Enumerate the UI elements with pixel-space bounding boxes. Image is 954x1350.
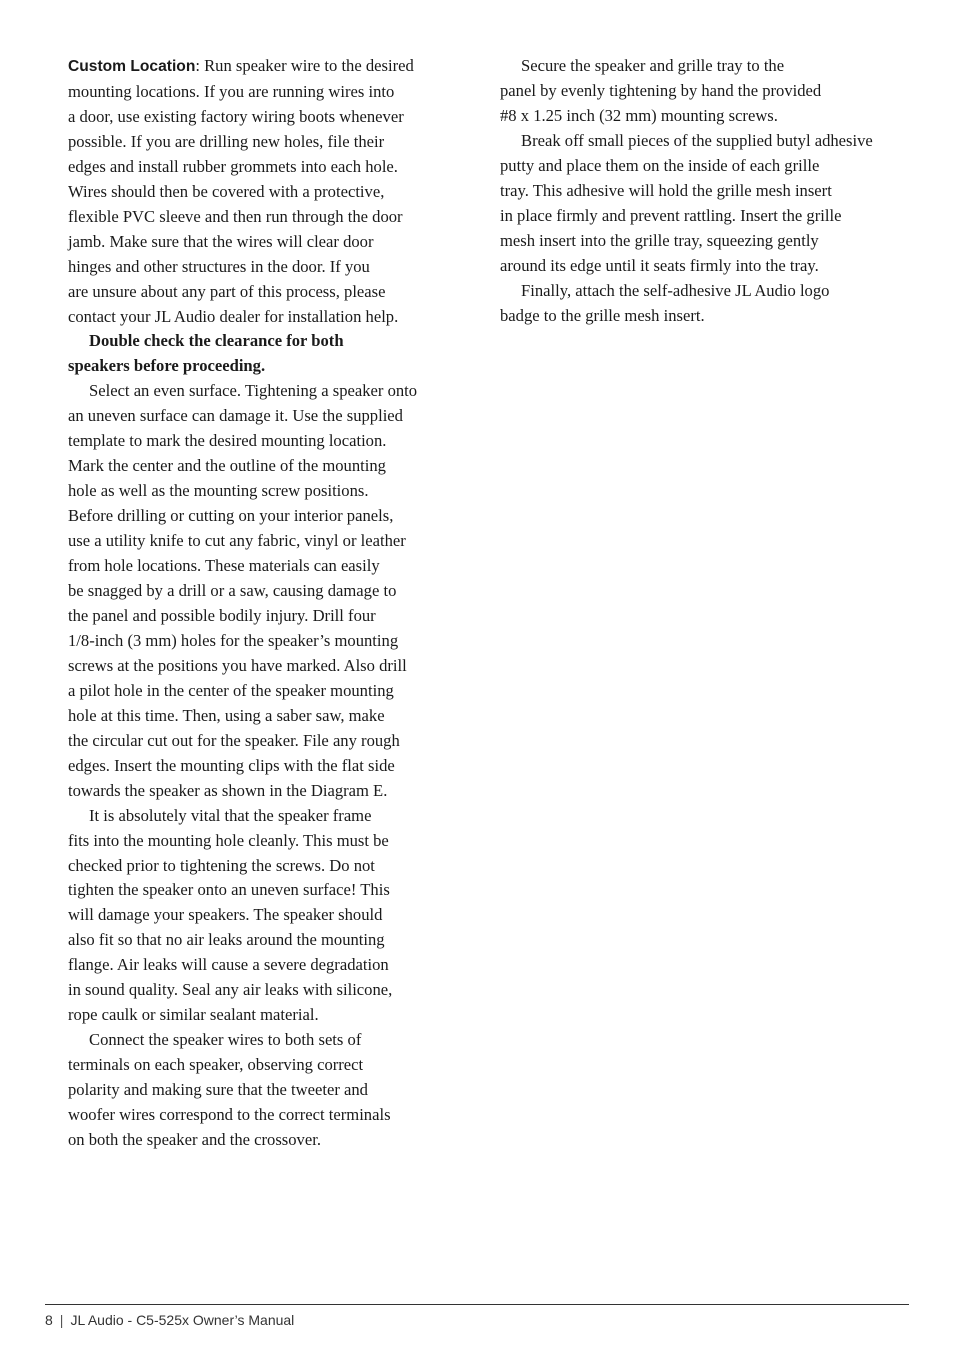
paragraph-line: #8 x 1.25 inch (32 mm) mounting screws. — [500, 105, 778, 125]
paragraph-line: in sound quality. Seal any air leaks with silicone, — [68, 980, 393, 1000]
paragraph-line: Secure the speaker and grille tray to the — [521, 56, 785, 75]
footer-separator: | — [59, 1312, 64, 1328]
paragraph-line: It is absolutely vital that the speaker frame — [89, 805, 372, 825]
paragraph-line: mounting locations. If you are running wires into — [68, 81, 395, 101]
paragraph-line: will damage your speakers. The speaker should — [68, 905, 383, 925]
vital-fit-paragraph — [68, 804, 448, 1029]
custom-location-label: Custom Location — [68, 58, 196, 75]
paragraph-line: tighten the speaker onto an uneven surface! This — [68, 880, 390, 900]
paragraph-line: around its edge until it seats firmly into the tray. — [500, 255, 819, 275]
paragraph-line: Mark the center and the outline of the mounting — [68, 456, 386, 476]
page-footer — [45, 1310, 294, 1330]
paragraph-line: terminals on each speaker, observing correct — [68, 1055, 364, 1075]
page-number: 8 — [45, 1312, 53, 1328]
paragraph-line: template to mark the desired mounting location. — [68, 431, 387, 451]
paragraph-line: woofer wires correspond to the correct terminals — [68, 1105, 391, 1125]
paragraph-line: screws at the positions you have marked. Also drill — [68, 655, 407, 675]
custom-location-paragraph — [68, 54, 448, 329]
paragraph-line: hole at this time. Then, using a saber saw, make — [68, 705, 385, 725]
paragraph-line: panel by evenly tightening by hand the provided — [500, 80, 822, 100]
paragraph-line: on both the speaker and the crossover. — [68, 1129, 321, 1149]
paragraph-line: a door, use existing factory wiring boots whenever — [68, 106, 404, 126]
paragraph-line: Finally, attach the self-adhesive JL Audio logo — [521, 280, 830, 300]
paragraph-line: badge to the grille mesh insert. — [500, 305, 705, 325]
manual-title: JL Audio - C5-525x Owner’s Manual — [70, 1312, 295, 1328]
paragraph-line: in place firmly and prevent rattling. Insert the grille — [500, 205, 842, 225]
paragraph-line: from hole locations. These materials can easily — [68, 556, 380, 576]
paragraph-line: jamb. Make sure that the wires will clear door — [68, 231, 374, 251]
paragraph-line: Connect the speaker wires to both sets of — [89, 1030, 362, 1050]
paragraph-line: polarity and making sure that the tweeter and — [68, 1080, 368, 1100]
clearance-note — [68, 329, 448, 379]
even-surface-paragraph — [68, 379, 448, 803]
paragraph-line: the panel and possible bodily injury. Drill four — [68, 605, 376, 625]
paragraph-line: tray. This adhesive will hold the grille mesh insert — [500, 180, 832, 200]
paragraph-line: flange. Air leaks will cause a severe degradation — [68, 955, 389, 975]
paragraph-line: Break off small pieces of the supplied butyl adhesive — [521, 130, 873, 150]
paragraph-line: possible. If you are drilling new holes, file their — [68, 131, 385, 151]
paragraph-line: Select an even surface. Tightening a speaker onto — [89, 381, 418, 401]
secure-speaker-paragraph — [500, 54, 900, 129]
paragraph-line: Before drilling or cutting on your interior panels, — [68, 506, 394, 526]
paragraph-line: checked prior to tightening the screws. Do not — [68, 855, 375, 875]
paragraph-line: also fit so that no air leaks around the mounting — [68, 930, 385, 950]
paragraph-line: towards the speaker as shown in the Diagram E. — [68, 780, 388, 800]
logo-badge-paragraph — [500, 279, 900, 329]
paragraph-line: are unsure about any part of this process, please — [68, 281, 386, 301]
paragraph-line: Wires should then be covered with a protective, — [68, 181, 385, 201]
left-column — [68, 54, 448, 1153]
paragraph-line: Custom Location: Run speaker wire to the desired — [68, 56, 414, 75]
paragraph-line: flexible PVC sleeve and then run through the door — [68, 206, 403, 226]
paragraph-line: use a utility knife to cut any fabric, vinyl or leather — [68, 531, 406, 551]
paragraph-line: 1/8-inch (3 mm) holes for the speaker’s mounting — [68, 630, 399, 650]
paragraph-line: edges. Insert the mounting clips with the flat side — [68, 755, 395, 775]
paragraph-line: an uneven surface can damage it. Use the supplied — [68, 406, 403, 426]
paragraph-line: Double check the clearance for both — [89, 331, 344, 351]
paragraph-line: edges and install rubber grommets into each hole. — [68, 156, 398, 176]
paragraph-line: hole as well as the mounting screw positions. — [68, 481, 369, 501]
paragraph-line: rope caulk or similar sealant material. — [68, 1005, 319, 1025]
right-column — [500, 54, 900, 328]
connect-wires-paragraph — [68, 1028, 448, 1153]
paragraph-line: mesh insert into the grille tray, squeezing gently — [500, 230, 819, 250]
paragraph-line: fits into the mounting hole cleanly. This must be — [68, 830, 389, 850]
paragraph-line: a pilot hole in the center of the speaker mounting — [68, 680, 394, 700]
paragraph-line: be snagged by a drill or a saw, causing damage to — [68, 581, 397, 601]
paragraph-line: putty and place them on the inside of each grille — [500, 155, 820, 175]
butyl-adhesive-paragraph — [500, 129, 900, 279]
paragraph-line: hinges and other structures in the door. If you — [68, 256, 370, 276]
paragraph-line: contact your JL Audio dealer for installation help. — [68, 306, 399, 326]
footer-divider — [45, 1304, 909, 1305]
paragraph-line: speakers before proceeding. — [68, 356, 266, 376]
paragraph-line: the circular cut out for the speaker. File any rough — [68, 730, 400, 750]
